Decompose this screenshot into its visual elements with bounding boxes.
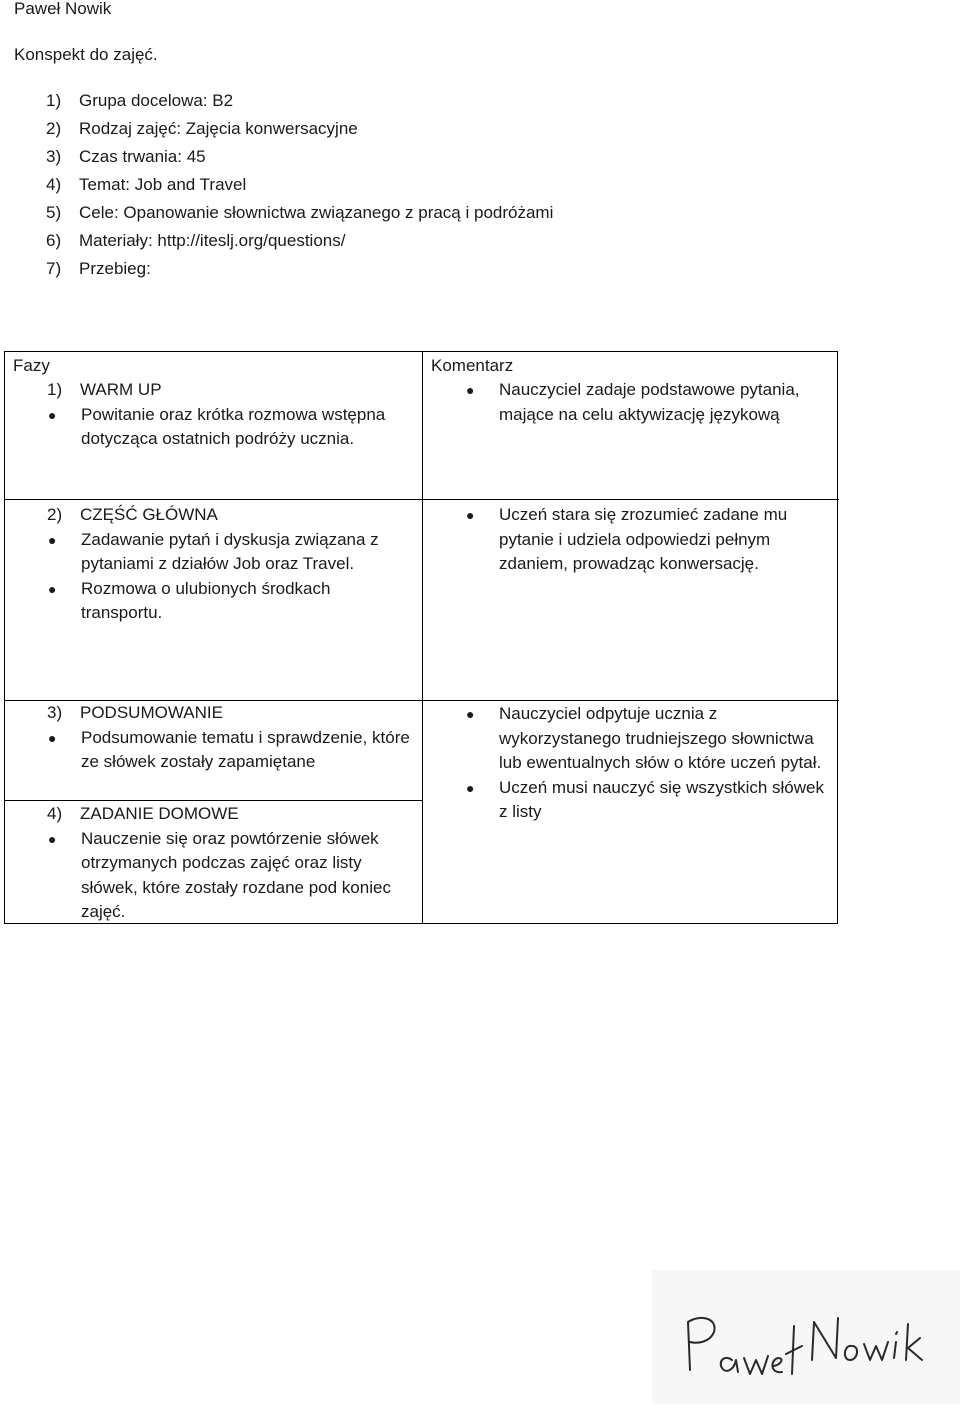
phase-title: 1) WARM UP	[47, 380, 162, 399]
bullet-icon: ●	[48, 729, 57, 746]
column-header-comment: Komentarz	[431, 356, 514, 375]
list-item: ● Nauczenie się oraz powtórzenie słówek otrzymanych podczas zajęć oraz listy słówek, które zostały rozdane pod koniec zajęć.	[47, 827, 413, 925]
phase-cell-4	[47, 802, 413, 925]
handwritten-signature	[652, 1270, 960, 1404]
list-item: ● Nauczyciel odpytuje ucznia z wykorzystanego trudniejszego słownictwa lub ewentualnych słów o które uczeń pytał.	[465, 702, 831, 776]
list-item: ● Uczeń musi nauczyć się wszystkich słówek z listy	[465, 776, 831, 825]
list-item: ● Powitanie oraz krótka rozmowa wstępna dotycząca ostatnich podróży ucznia.	[47, 403, 413, 452]
lesson-info-list	[46, 89, 553, 285]
list-item: ● Podsumowanie tematu i sprawdzenie, które ze słówek zostały zapamiętane	[47, 726, 413, 775]
column-header-phases: Fazy	[13, 356, 50, 375]
info-item: 4) Temat: Job and Travel	[46, 175, 247, 194]
info-item: 1) Grupa docelowa: B2	[46, 91, 234, 110]
bullet-icon: ●	[48, 830, 57, 847]
bullet-icon: ●	[466, 779, 475, 796]
phase-title: 4) ZADANIE DOMOWE	[47, 804, 239, 823]
phase-title: 2) CZĘŚĆ GŁÓWNA	[47, 505, 218, 524]
table-column-divider	[422, 352, 423, 923]
info-item: 6) Materiały: http://iteslj.org/questions/	[46, 231, 346, 250]
phase-title: 3) PODSUMOWANIE	[47, 703, 223, 722]
lesson-plan-table	[4, 351, 838, 924]
table-row-divider	[4, 800, 422, 801]
author-name: Paweł Nowik	[14, 0, 112, 18]
table-row-divider	[4, 499, 422, 500]
list-item: ● Uczeń stara się zrozumieć zadane mu pytanie i udziela odpowiedzi pełnym zdaniem, prowadząc konwersację.	[465, 503, 831, 577]
list-item: ● Rozmowa o ulubionych środkach transportu.	[47, 577, 413, 626]
comment-cell-3	[465, 702, 831, 825]
comment-cell-2	[465, 503, 831, 577]
comment-cell-1	[431, 354, 831, 427]
phase-cell-2	[47, 503, 413, 626]
table-row-divider	[422, 499, 839, 500]
bullet-icon: ●	[466, 706, 475, 722]
phase-cell-1	[13, 354, 413, 452]
info-item: 7) Przebieg:	[46, 259, 151, 278]
bullet-icon: ●	[466, 507, 475, 523]
list-item: ● Nauczyciel zadaje podstawowe pytania, mające na celu aktywizację językową	[465, 378, 831, 427]
list-item: ● Zadawanie pytań i dyskusja związana z pytaniami z działów Job oraz Travel.	[47, 528, 413, 577]
info-item: 5) Cele: Opanowanie słownictwa związanego z pracą i podróżami	[46, 203, 554, 222]
bullet-icon: ●	[48, 406, 57, 423]
document-subtitle: Konspekt do zajęć.	[14, 45, 158, 64]
bullet-icon: ●	[48, 531, 57, 548]
bullet-icon: ●	[466, 382, 475, 398]
info-item: 3) Czas trwania: 45	[46, 147, 206, 166]
bullet-icon: ●	[48, 580, 57, 597]
signature-drawing	[652, 1270, 960, 1404]
info-item: 2) Rodzaj zajęć: Zajęcia konwersacyjne	[46, 119, 358, 138]
phase-cell-3	[47, 701, 413, 775]
